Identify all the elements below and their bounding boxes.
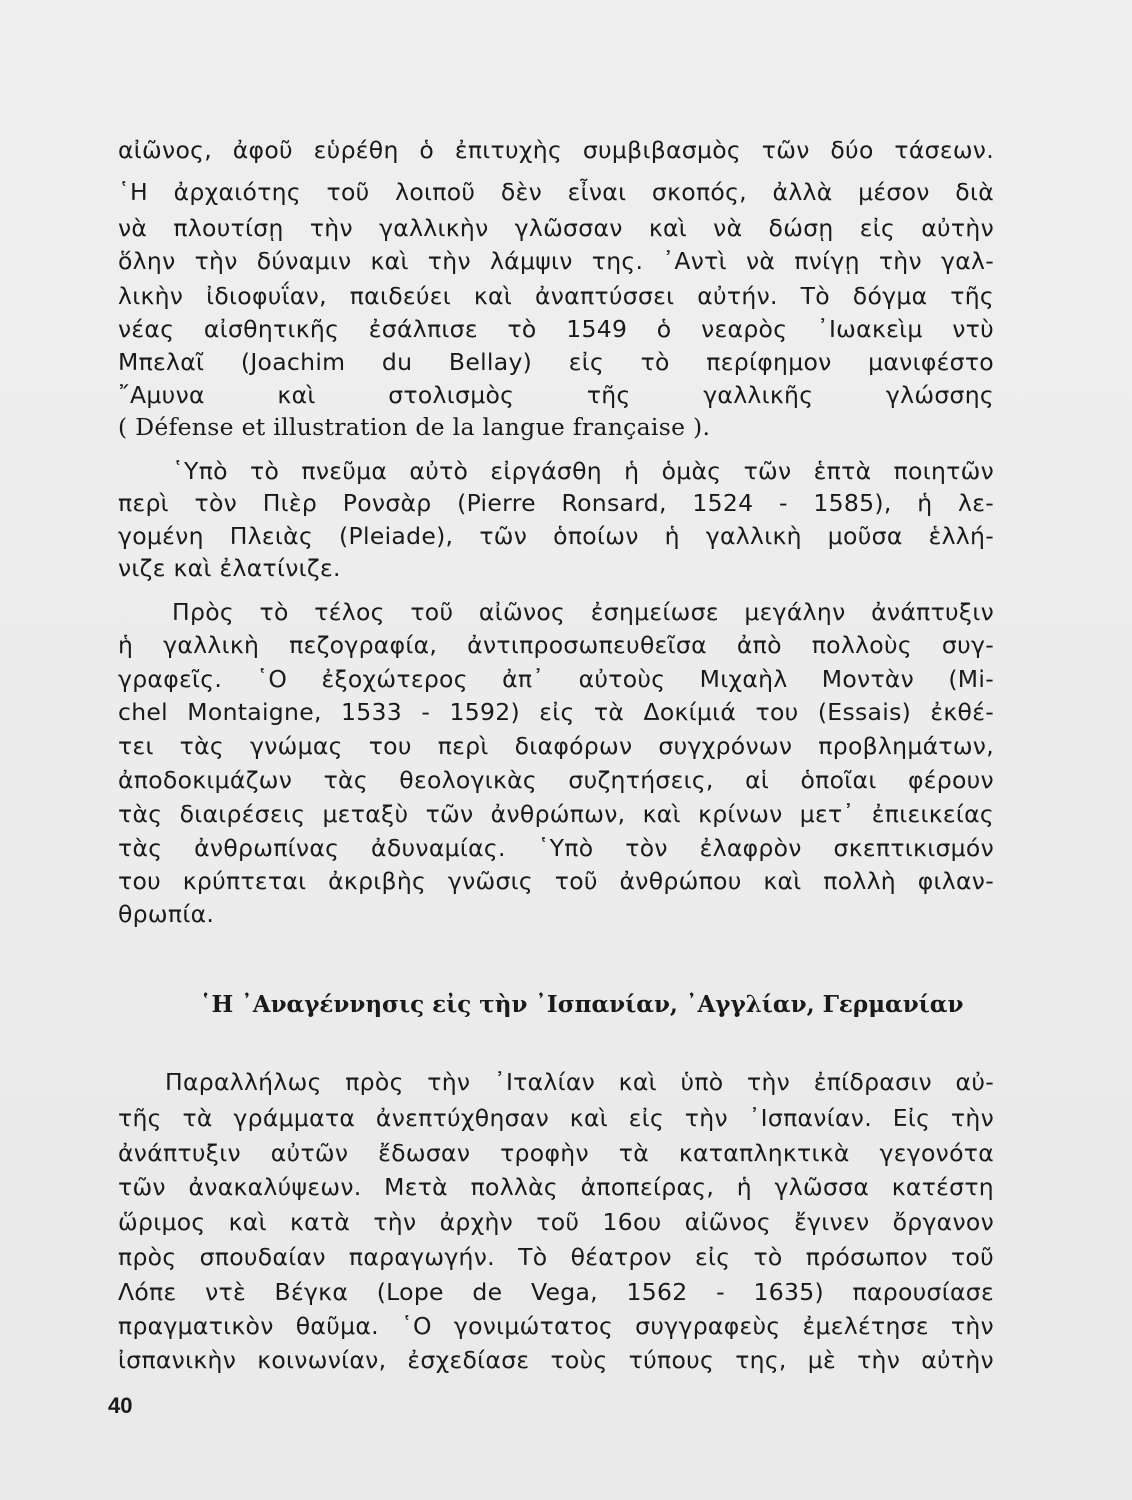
text-line: Πρὸς τὸ τέλος τοῦ αἰῶνος ἐσημείωσε μεγάλην ἀνάπτυξιν bbox=[172, 598, 994, 626]
text-line: πρὸς σπουδαίαν παραγωγήν. Τὸ θέατρον εἰς τὸ πρόσωπον τοῦ bbox=[118, 1243, 994, 1271]
text-line: γομένη Πλειὰς (Pleiade), τῶν ὁποίων ἡ γαλλικὴ μοῦσα ἑλλή- bbox=[118, 522, 994, 550]
text-line: ὥριμος καὶ κατὰ τὴν ἀρχὴν τοῦ 16ου αἰῶνος ἔγινεν ὄργανον bbox=[118, 1208, 994, 1236]
text-line: ἀποδοκιμάζων τὰς θεολογικὰς συζητήσεις, αἱ ὁποῖαι φέρουν bbox=[118, 766, 994, 794]
text-line: ὅλην τὴν δύναμιν καὶ τὴν λάμψιν της. ᾿Αντὶ νὰ πνίγῃ τὴν γαλ- bbox=[118, 247, 994, 275]
text-line: chel Montaigne, 1533 - 1592) εἰς τὰ Δοκίμιά του (Essais) ἐκθέ- bbox=[118, 698, 994, 726]
text-line: ( Défense et illustration de la langue française ). bbox=[118, 413, 711, 441]
text-line: γραφεῖς. ῾Ο ἐξοχώτερος ἀπ᾿ αὐτοὺς Μιχαὴλ Μοντὰν (Mi- bbox=[118, 665, 994, 693]
text-line: νέας αἰσθητικῆς ἐσάλπισε τὸ 1549 ὁ νεαρὸς ᾿Ιωακεὶμ ντὺ bbox=[118, 315, 994, 343]
text-line: περὶ τὸν Πιὲρ Ρονσὰρ (Pierre Ronsard, 1524 - 1585), ἡ λε- bbox=[118, 489, 994, 517]
text-line: νιζε καὶ ἐλατίνιζε. bbox=[118, 554, 341, 582]
text-line: Παραλλήλως πρὸς τὴν ᾿Ιταλίαν καὶ ὑπὸ τὴν ἐπίδρασιν αὐ- bbox=[165, 1068, 994, 1096]
text-line: νὰ πλουτίσῃ τὴν γαλλικὴν γλῶσσαν καὶ νὰ δώσῃ εἰς αὐτὴν bbox=[118, 214, 994, 242]
text-line: αἰῶνος, ἀφοῦ εὑρέθη ὁ ἐπιτυχὴς συμβιβασμὸς τῶν δύο τάσεων. bbox=[118, 136, 994, 164]
text-line: πραγματικὸν θαῦμα. ῾Ο γονιμώτατος συγγραφεὺς ἐμελέτησε τὴν bbox=[118, 1312, 994, 1340]
text-line: ῾Η ἀρχαιότης τοῦ λοιποῦ δὲν εἶναι σκοπός, ἀλλὰ μέσον διὰ bbox=[118, 178, 994, 206]
text-line: τῶν ἀνακαλύψεων. Μετὰ πολλὰς ἀποπείρας, ἡ γλῶσσα κατέστη bbox=[118, 1173, 994, 1201]
text-line: τὰς διαιρέσεις μεταξὺ τῶν ἀνθρώπων, καὶ κρίνων μετ᾿ ἐπιεικείας bbox=[118, 800, 994, 828]
text-line: τὰς ἀνθρωπίνας ἀδυναμίας. ῾Υπὸ τὸν ἐλαφρὸν σκεπτικισμόν bbox=[118, 834, 994, 862]
text-line: ἀνάπτυξιν αὐτῶν ἔδωσαν τροφὴν τὰ καταπληκτικὰ γεγονότα bbox=[118, 1139, 994, 1167]
section-heading: ῾Η ᾿Αναγέννησις εἰς τὴν ᾿Ισπανίαν, ᾿Αγγλίαν, Γερμανίαν bbox=[200, 991, 964, 1018]
text-line: ἰσπανικὴν κοινωνίαν, ἐσχεδίασε τοὺς τύπους της, μὲ τὴν αὐτὴν bbox=[118, 1346, 994, 1374]
text-line: Μπελαῖ (Joachim du Bellay) εἰς τὸ περίφημον μανιφέστο bbox=[118, 348, 994, 376]
text-line: λικὴν ἰδιοφυΐαν, παιδεύει καὶ ἀναπτύσσει αὐτήν. Τὸ δόγμα τῆς bbox=[118, 282, 994, 310]
text-line: ἡ γαλλικὴ πεζογραφία, ἀντιπροσωπευθεῖσα ἀπὸ πολλοὺς συγ- bbox=[118, 631, 994, 659]
text-line: του κρύπτεται ἀκριβὴς γνῶσις τοῦ ἀνθρώπου καὶ πολλὴ φιλαν- bbox=[118, 867, 994, 895]
text-line: τει τὰς γνώμας του περὶ διαφόρων συγχρόνων προβλημάτων, bbox=[118, 732, 994, 760]
page-number: 40 bbox=[108, 1393, 133, 1418]
text-line: τῆς τὰ γράμματα ἀνεπτύχθησαν καὶ εἰς τὴν ᾿Ισπανίαν. Εἰς τὴν bbox=[118, 1104, 994, 1132]
text-line: ῾Υπὸ τὸ πνεῦμα αὐτὸ εἰργάσθη ἡ ὁμὰς τῶν ἑπτὰ ποιητῶν bbox=[172, 457, 994, 485]
text-line: θρωπία. bbox=[118, 900, 215, 928]
text-line: Λόπε ντὲ Βέγκα (Lope de Vega, 1562 - 1635) παρουσίασε bbox=[118, 1278, 994, 1306]
text-line: ῎Αμυνα καὶ στολισμὸς τῆς γαλλικῆς γλώσσης bbox=[118, 381, 994, 409]
